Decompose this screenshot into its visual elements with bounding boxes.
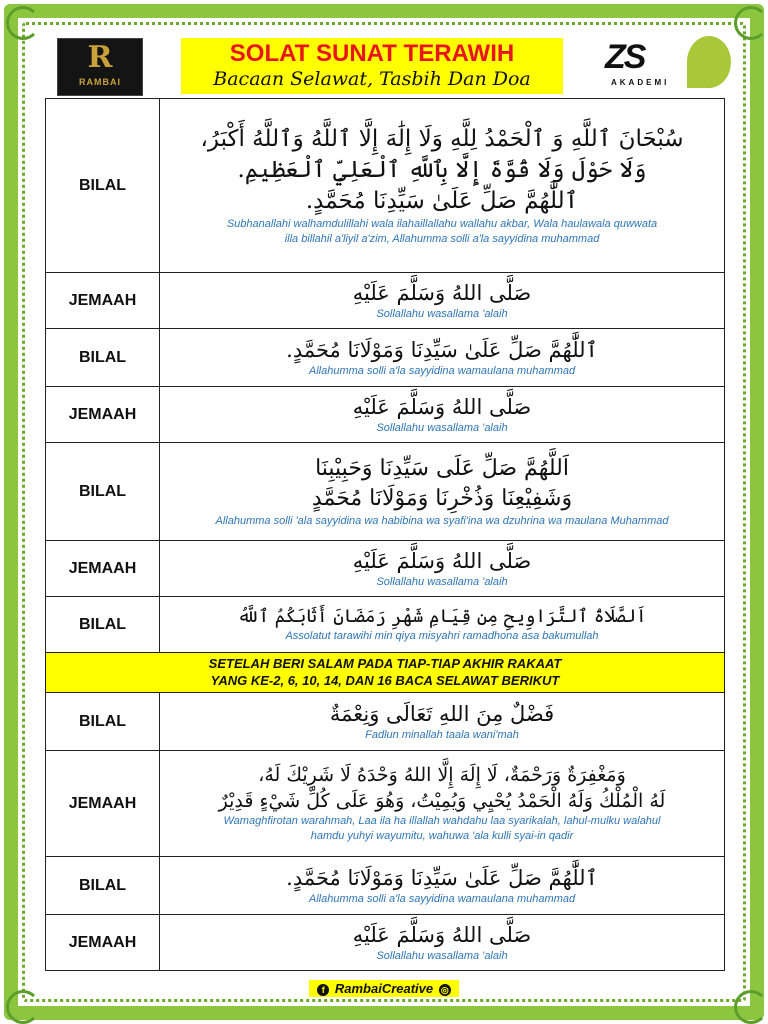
recitation-cell [160,915,725,971]
recitation-table [45,98,725,971]
social-handle-badge [309,980,459,997]
header [45,34,725,98]
arabic-text: سُبْحَانَ ٱللَّهِ وَ ٱلْحَمْدُ لِلَّهِ وَلَا إِلَٰهَ إِلَّا ٱللَّهُ وَٱللَّهُ أَكْبَرُ، [200,126,684,153]
table-row [46,273,725,329]
banner-line: YANG KE-2, 6, 10, 14, DAN 16 BACA SELAWAT BERIKUT [210,672,560,688]
recitation-cell [160,597,725,653]
corner-ornament [734,6,768,40]
transliteration: Allahumma solli a'la sayyidina wamaulana muhammad [308,893,576,906]
role-label: JEMAAH [46,273,160,329]
rambai-logo [57,38,143,96]
zs-akademi-logo [603,34,733,98]
recitation-cell [160,541,725,597]
role-label: BILAL [46,857,160,915]
arabic-text: ٱللَّٰهُمَّ صَلِّ عَلَىٰ سَيِّدِنَا وَمَوْلَانَا مُحَمَّدٍ. [286,865,598,890]
arabic-text: وَلَا حَوْلَ وَلَا قُوَّةَ إِلَّا بِٱللَّهِ ٱلْعَلِيِّ ٱلْعَظِيمِ. [237,157,647,184]
table-row [46,329,725,387]
recitation-cell [160,273,725,329]
zs-logo-text: ZS [605,38,645,76]
role-label: JEMAAH [46,387,160,443]
page-title: SOLAT SUNAT TERAWIH [229,40,515,67]
corner-ornament [6,6,40,40]
table-row [46,597,725,653]
role-label: JEMAAH [46,541,160,597]
recitation-cell [160,857,725,915]
leaf-logo-icon [687,36,731,88]
arabic-text: صَلَّى اللهُ وَسَلَّمَ عَلَيْهِ [352,548,532,573]
transliteration: Sollallahu wasallama 'alaih [376,576,508,589]
table-row [46,541,725,597]
footer [0,978,768,997]
social-handle: RambaiCreative [334,981,434,996]
arabic-text: فَضْلٌ مِنَ اللهِ تَعَالَى وَنِعْمَةٌ [329,701,555,726]
transliteration: Sollallahu wasallama 'alaih [376,308,508,321]
transliteration: Sollallahu wasallama 'alaih [376,950,508,963]
recitation-cell [160,443,725,541]
r-logo-icon: R [87,40,113,75]
transliteration: Allahumma solli a'la sayyidina wamaulana muhammad [308,365,576,378]
table-row [46,857,725,915]
transliteration: Allahumma solli 'ala sayyidina wa habibina wa syafi'ina wa dzuhrina wa maulana Muhammad [215,514,669,527]
table-row [46,693,725,751]
arabic-text: لَهُ الْمُلْكُ وَلَهُ الْحَمْدُ يُحْيِي وَيُمِيْتُ، وَهُوَ عَلَى كُلِّ شَيْءٍ قَدِيْرٌ [218,789,666,812]
arabic-text: صَلَّى اللهُ وَسَلَّمَ عَلَيْهِ [352,394,532,419]
role-label: BILAL [46,329,160,387]
role-label: BILAL [46,443,160,541]
role-label: BILAL [46,99,160,273]
table-row [46,751,725,857]
transliteration: Sollallahu wasallama 'alaih [376,422,508,435]
page-subtitle: Bacaan Selawat, Tasbih Dan Doa [213,68,531,90]
arabic-text: صَلَّى اللهُ وَسَلَّمَ عَلَيْهِ [352,280,532,305]
transliteration: Fadlun minallah taala wani'mah [365,729,519,742]
arabic-text: ٱللَّٰهُمَّ صَلِّ عَلَىٰ سَيِّدِنَا مُحَمَّدٍ. [305,188,579,215]
recitation-cell [160,99,725,273]
table-row [46,387,725,443]
table-row [46,99,725,273]
instagram-icon: ◎ [439,984,451,996]
facebook-icon: f [317,984,329,996]
recitation-cell [160,693,725,751]
table-row [46,443,725,541]
transliteration: Wamaghfirotan warahmah, Laa ila ha illallah wahdahu laa syarikalah, lahul-mulku walahul [223,815,661,828]
title-box [181,38,563,94]
recitation-cell [160,329,725,387]
zs-logo-subtext: AKADEMI [611,78,670,87]
banner-cell [46,653,725,693]
transliteration: Subhanallahi walhamdulillahi wala ilahaillallahu wallahu akbar, Wala haulawala quwwata [226,218,658,231]
table-row [46,915,725,971]
arabic-text: صَلَّى اللهُ وَسَلَّمَ عَلَيْهِ [352,922,532,947]
role-label: BILAL [46,597,160,653]
recitation-cell [160,387,725,443]
banner-line: SETELAH BERI SALAM PADA TIAP-TIAP AKHIR RAKAAT [208,655,562,671]
role-label: BILAL [46,693,160,751]
transliteration: Assolatut tarawihi min qiya misyahri ramadhona asa bakumullah [285,630,599,643]
arabic-text: وَشَفِيْعِنَا وَذُخْرِنَا وَمَوْلَانَا مُحَمَّدٍ [311,486,573,512]
transliteration: illa billahil a'liyil a'zim, Allahumma solli a'la sayyidina muhammad [284,233,600,246]
transliteration: hamdu yuhyi wayumitu, wahuwa 'ala kulli syai-in qadir [310,830,574,843]
recitation-cell [160,751,725,857]
instruction-banner [46,653,725,693]
logo-left-text: RAMBAI [79,77,121,87]
role-label: JEMAAH [46,915,160,971]
arabic-text: اَللَّهُمَّ صَلِّ عَلَى سَيِّدِنَا وَحَبِيْبِنَا [315,456,569,482]
arabic-text: اَلصَّلَاةُ ٱلتَّرَاوِيحِ مِن قِيَامِ شَهْرِ رَمَضَانَ أَثَابَكُمُ ٱللَّهُ [237,605,647,627]
role-label: JEMAAH [46,751,160,857]
arabic-text: وَمَغْفِرَةٌ وَرَحْمَةٌ، لَا إِلَهَ إِلَّا اللهُ وَحْدَهُ لَا شَرِيْكَ لَهُ، [258,764,626,787]
arabic-text: ٱللَّٰهُمَّ صَلِّ عَلَىٰ سَيِّدِنَا وَمَوْلَانَا مُحَمَّدٍ. [286,337,598,362]
